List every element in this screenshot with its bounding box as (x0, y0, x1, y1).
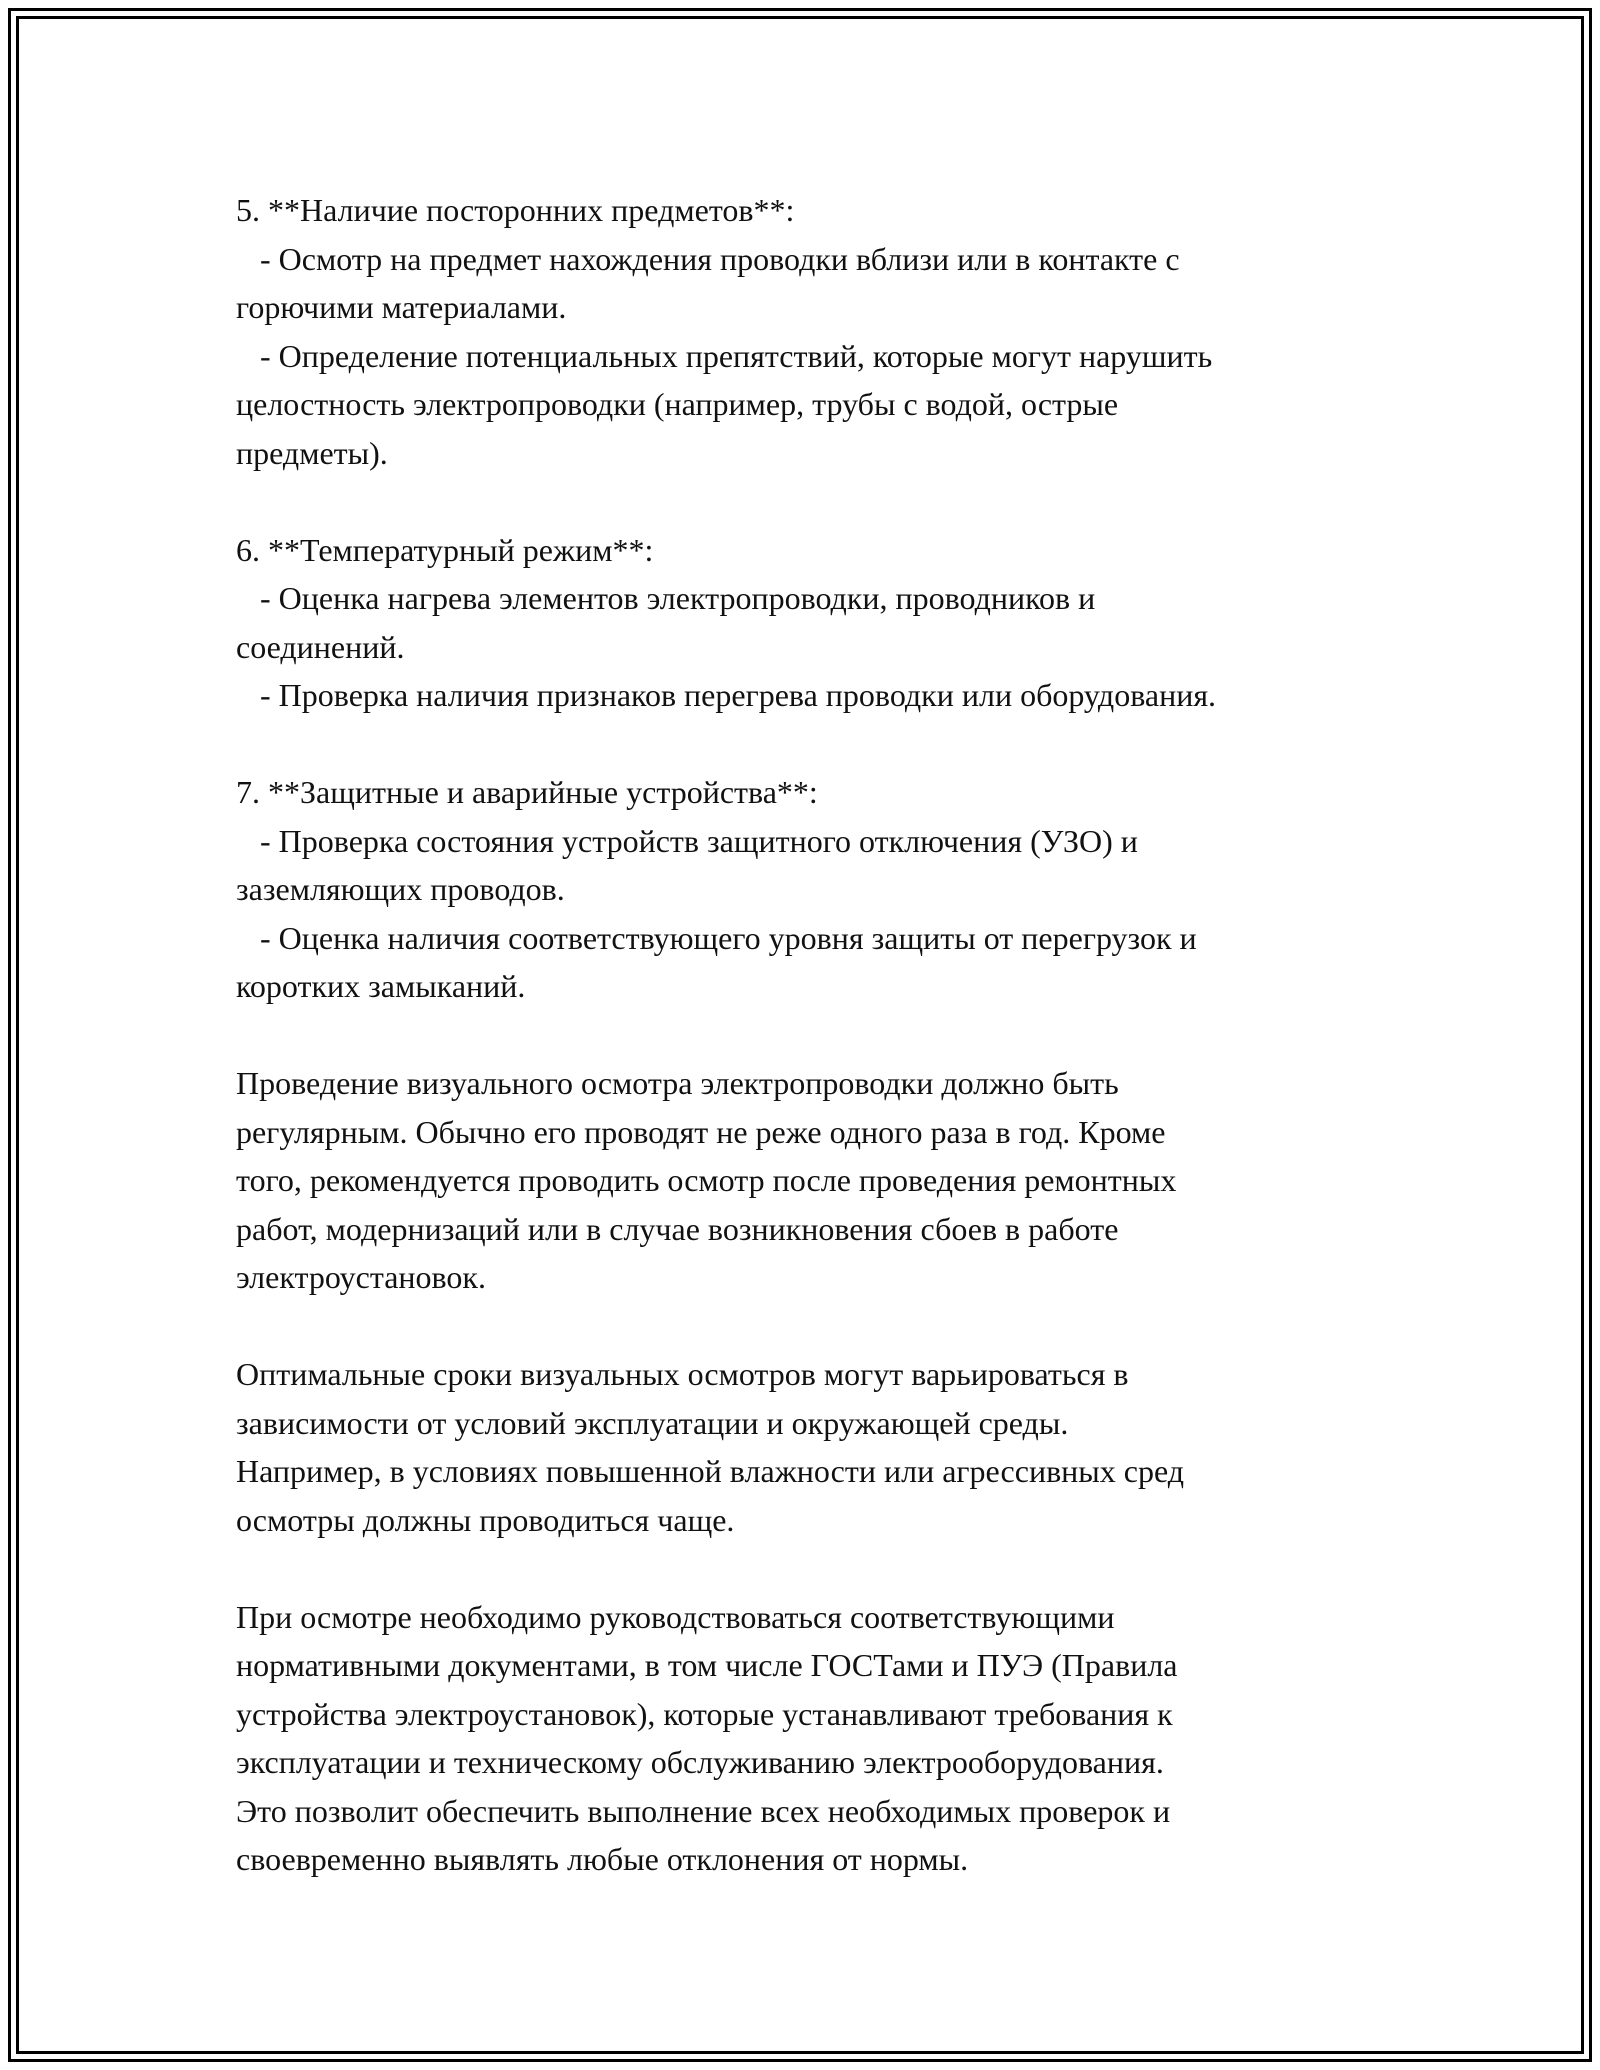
paragraph-regulations (236, 1593, 1396, 1884)
paragraph-line: эксплуатации и техническому обслуживанию электрооборудования. (236, 1744, 1164, 1780)
blank-line (236, 1544, 1396, 1593)
bullet-line: заземляющих проводов. (236, 871, 565, 907)
paragraph-line: того, рекомендуется проводить осмотр после проведения ремонтных (236, 1162, 1177, 1198)
paragraph-line: работ, модернизаций или в случае возникновения сбоев в работе (236, 1210, 1119, 1247)
section-foreign-objects (236, 186, 1396, 477)
bullet-line: горючими материалами. (236, 289, 567, 325)
bullet-line: коротких замыканий. (236, 968, 526, 1004)
paragraph-line: своевременно выявлять любые отклонения от нормы. (236, 1841, 969, 1877)
section-protective-devices (236, 768, 1396, 1011)
paragraph-line: нормативными документами, в том числе ГОСТами и ПУЭ (Правила (236, 1647, 1178, 1683)
paragraph-line: Проведение визуального осмотра электропроводки должно быть (236, 1065, 1119, 1101)
paragraph-line: электроустановок. (236, 1259, 486, 1295)
section-heading: 5. **Наличие посторонних предметов**: (236, 192, 795, 228)
bullet-line: соединений. (236, 628, 405, 665)
bullet-line: - Проверка наличия признаков перегрева проводки или оборудования. (236, 677, 1217, 713)
section-heading: 7. **Защитные и аварийные устройства**: (236, 774, 818, 810)
bullet-line: предметы). (236, 434, 388, 471)
paragraph-line: Например, в условиях повышенной влажности или агрессивных сред (236, 1453, 1185, 1489)
bullet-line: - Оценка нагрева элементов электропроводки, проводников и (236, 580, 1096, 616)
paragraph-line: зависимости от условий эксплуатации и окружающей среды. (236, 1404, 1069, 1441)
paragraph-regularity (236, 1059, 1396, 1302)
blank-line (236, 720, 1396, 769)
blank-line (236, 1011, 1396, 1060)
section-temperature (236, 526, 1396, 720)
paragraph-line: устройства электроустановок), которые устанавливают требования к (236, 1695, 1173, 1732)
bullet-line: - Осмотр на предмет нахождения проводки вблизи или в контакте с (236, 240, 1180, 277)
paragraph-line: регулярным. Обычно его проводят не реже одного раза в год. Кроме (236, 1113, 1166, 1150)
paragraph-optimal-terms (236, 1350, 1396, 1544)
paragraph-line: осмотры должны проводиться чаще. (236, 1501, 735, 1538)
bullet-line: целостность электропроводки (например, трубы с водой, острые (236, 386, 1119, 422)
blank-line (236, 1302, 1396, 1351)
bullet-line: - Оценка наличия соответствующего уровня защиты от перегрузок и (236, 919, 1197, 956)
paragraph-line: Оптимальные сроки визуальных осмотров могут варьироваться в (236, 1356, 1129, 1392)
bullet-line: - Определение потенциальных препятствий, которые могут нарушить (236, 337, 1213, 374)
document-body (236, 186, 1396, 1884)
bullet-line: - Проверка состояния устройств защитного отключения (УЗО) и (236, 822, 1138, 859)
paragraph-line: При осмотре необходимо руководствоваться соответствующими (236, 1598, 1115, 1635)
section-heading: 6. **Температурный режим**: (236, 531, 654, 568)
blank-line (236, 477, 1396, 526)
paragraph-line: Это позволит обеспечить выполнение всех необходимых проверок и (236, 1792, 1171, 1829)
